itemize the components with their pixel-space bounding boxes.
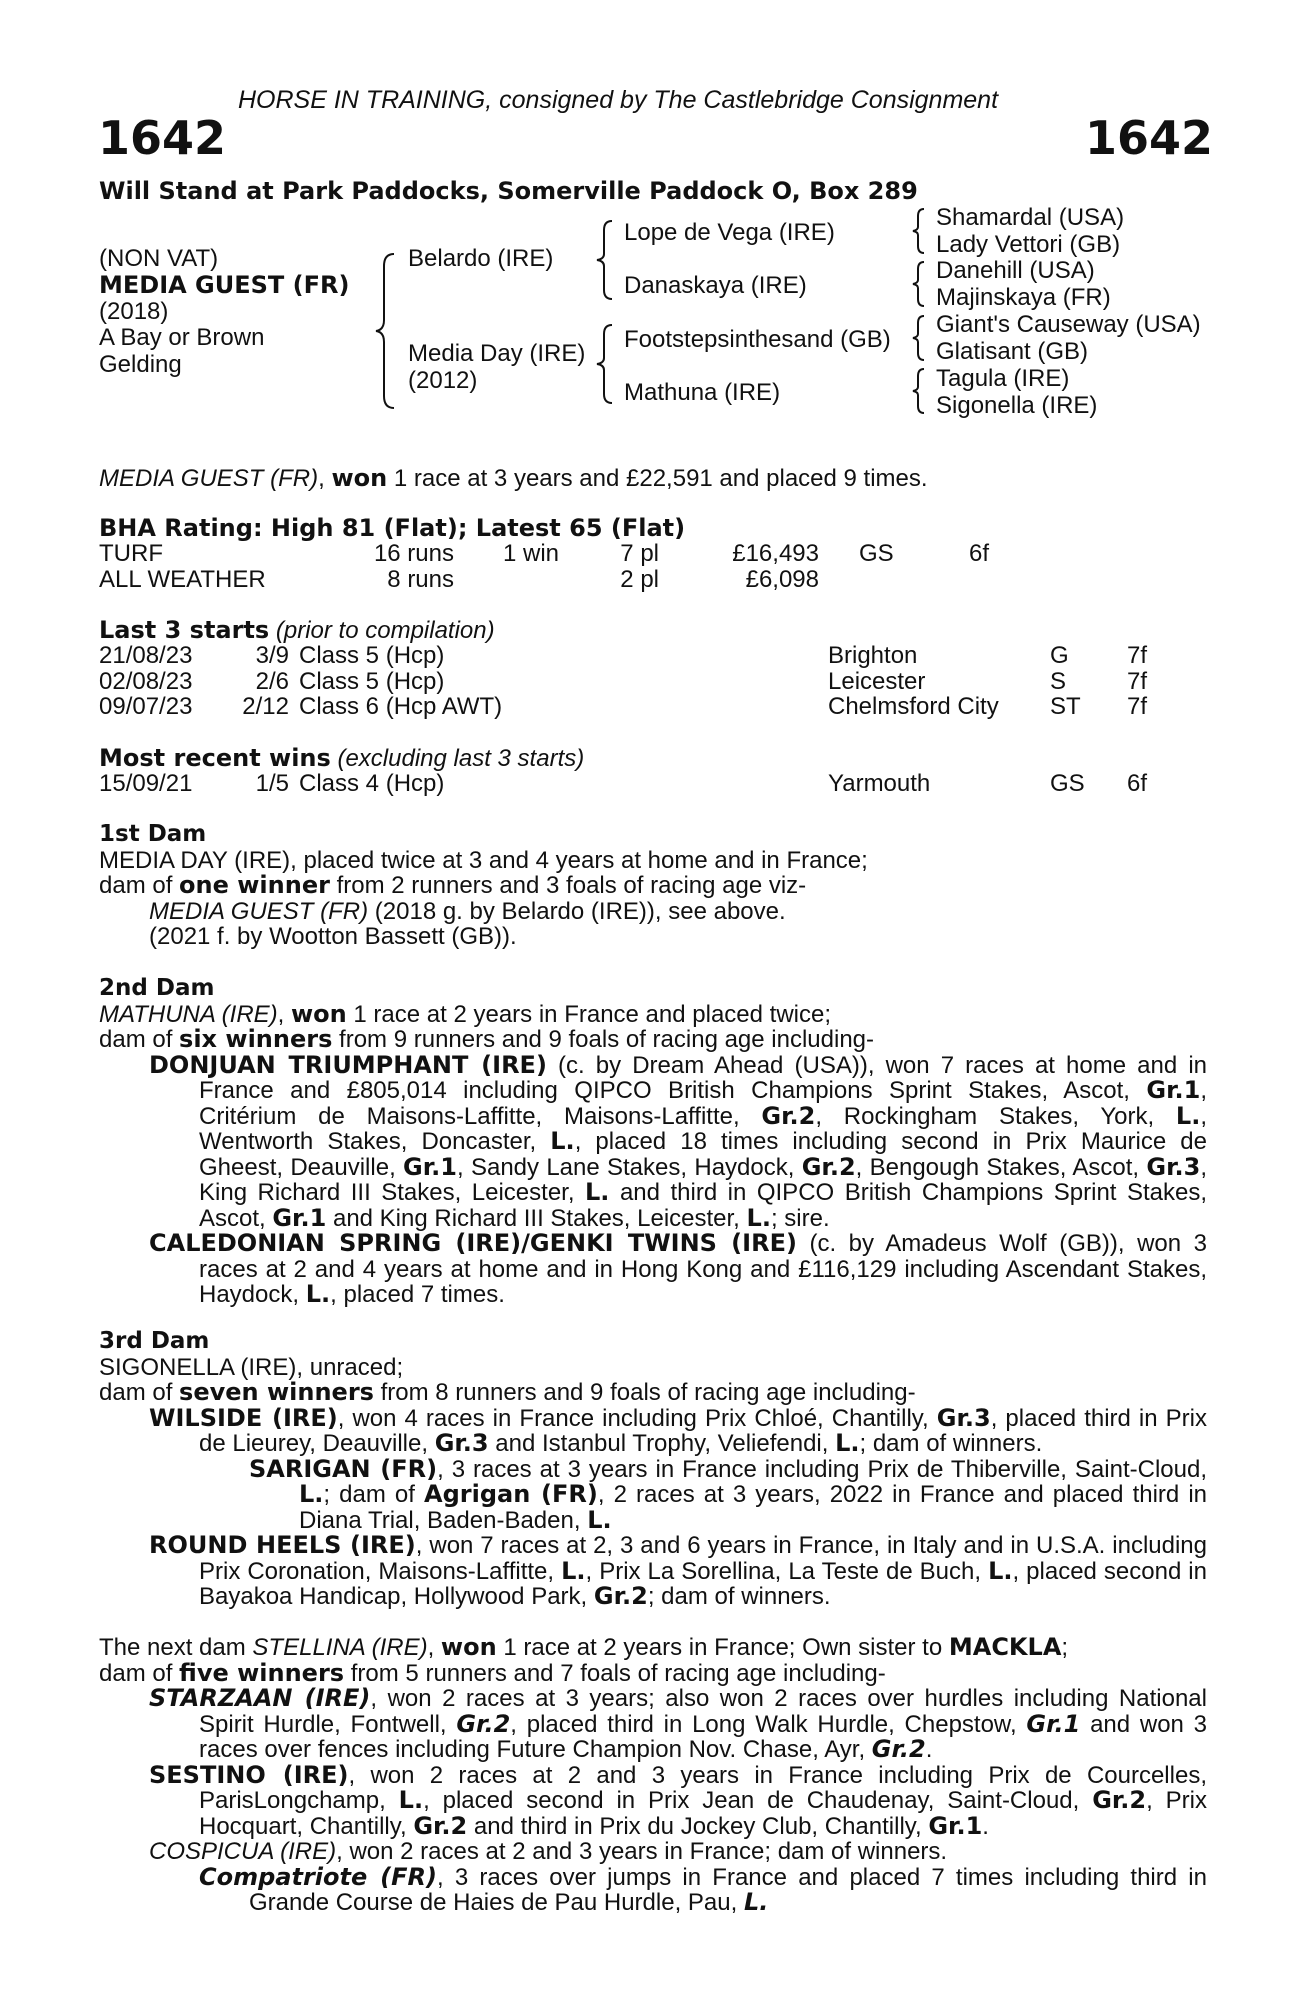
pedigree-dam: Media Day (IRE) — [408, 340, 586, 367]
pedigree-sire: Belardo (IRE) — [408, 245, 554, 272]
pedigree-dsd: Glatisant (GB) — [936, 338, 1089, 365]
win-row: 15/09/21 1/5 Class 4 (Hcp) Yarmouth GS 6f — [99, 770, 1148, 797]
lot-number-left: 1642 — [98, 111, 227, 165]
third-dam-section: 3rd Dam SIGONELLA (IRE), unraced; dam of seven winners from 8 runners and 9 foals of racing age including- WILSIDE (IRE), won 4 races in France including Prix Chloé, Chantilly, Gr.3, placed third in Prix de Lieurey, Deauville, Gr.3 and Istanbul Trophy, Veliefendi, L.; dam of winners. SARIGAN (FR), 3 races at 3 years in France including Prix de Thiberville, Saint-Cloud, L.; dam of Agrigan (FR), 2 races at 3 years, 2022 in France and placed third in Diana Trial, Baden-Baden, L. ROUND HEELS (IRE), won 7 races at 2, 3 and 6 years in France, in Italy and in U.S.A. including Prix Coronation, Maisons-Laffitte, L., Prix La Sorellina, La Teste de Buch, L., placed second in Bayakoa Handicap, Hollywood Park, Gr.2; dam of winners. — [99, 1328, 1207, 1610]
produce-entry: Compatriote (FR), 3 races over jumps in France and placed 7 times including third in Grande Course de Haies de Pau Hurdle, Pau, L. — [199, 1862, 1207, 1916]
pedigree-sss: Shamardal (USA) — [936, 204, 1125, 231]
horse-colour: A Bay or Brown — [99, 324, 265, 351]
pedigree-dam-dam: Mathuna (IRE) — [624, 379, 781, 406]
next-dam-section: The next dam STELLINA (IRE), won 1 race at 2 years in France; Own sister to MACKLA; dam of five winners from 5 runners and 7 foals of racing age including- STARZAAN (IRE), won 2 races at 3 years; also won 2 races over hurdles including National Spirit Hurdle, Fontwell, Gr.2, placed third in Long Walk Hurdle, Chepstow, Gr.1 and won 3 races over fences including Future Champion Nov. Chase, Ayr, Gr.2. SESTINO (IRE), won 2 races at 2 and 3 years in France including Prix de Courcelles, ParisLongchamp, L., placed second in Prix Jean de Chaudenay, Saint-Cloud, Gr.2, Prix Hocquart, Chantilly, Gr.2 and third in Prix du Jockey Club, Chantilly, Gr.1. COSPICUA (IRE), won 2 races at 2 and 3 years in France; dam of winners. Compatriote (FR), 3 races over jumps in France and placed 7 times including third in Grande Course de Haies de Pau Hurdle, Pau, L. — [99, 1633, 1207, 1916]
pedigree-dam-year: (2012) — [408, 367, 478, 394]
pedigree-dss: Giant's Causeway (USA) — [936, 311, 1201, 338]
pedigree-brace-ss — [910, 206, 930, 256]
record-row: ALL WEATHER 8 runs 2 pl £6,098 — [99, 565, 819, 593]
summary-horse-name: MEDIA GUEST (FR) — [99, 465, 319, 492]
summary-won: won — [331, 464, 388, 492]
pedigree-brace-dam — [594, 322, 618, 406]
second-dam-heading: 2nd Dam — [99, 975, 215, 1001]
vat-status: (NON VAT) — [99, 245, 219, 272]
pedigree-brace-sire — [594, 218, 618, 302]
first-dam-heading: 1st Dam — [99, 821, 207, 847]
produce-entry: CALEDONIAN SPRING (IRE)/GENKI TWINS (IRE) (c. by Amadeus Wolf (GB)), won 3 races at 2 and 4 years at home and in Hong Kong and £116,129 including Ascendant Stakes, Haydock, L., placed 7 times. — [149, 1229, 1208, 1308]
pedigree-ddd: Sigonella (IRE) — [936, 392, 1098, 419]
first-dam-section: 1st Dam MEDIA DAY (IRE), placed twice at 3 and 4 years at home and in France; dam of one winner from 2 runners and 3 foals of racing age viz- MEDIA GUEST (FR) (2018 g. by Belardo (IRE)), see above. (2021 f. by Wootton Bassett (GB)). — [99, 822, 1207, 950]
lot-number-right: 1642 — [1085, 111, 1214, 165]
produce-entry: COSPICUA (IRE), won 2 races at 2 and 3 years in France; dam of winners. — [149, 1838, 948, 1865]
pedigree-dds: Tagula (IRE) — [936, 365, 1070, 392]
stand-location: Will Stand at Park Paddocks, Somerville Paddock O, Box 289 — [99, 177, 918, 205]
produce-entry: SARIGAN (FR), 3 races at 3 years in France including Prix de Thiberville, Saint-Cloud, L.; dam of Agrigan (FR), 2 races at 3 years, 2022 in France and placed third in Diana Trial, Baden-Baden, L. — [249, 1454, 1207, 1534]
produce-entry: ROUND HEELS (IRE), won 7 races at 2, 3 and 6 years in France, in Italy and in U.S.A. including Prix Coronation, Maisons-Laffitte, L., Prix La Sorellina, La Teste de Buch, L., placed second in Bayakoa Handicap, Hollywood Park, Gr.2; dam of winners. — [149, 1531, 1207, 1610]
pedigree-sire-dam: Danaskaya (IRE) — [624, 272, 807, 299]
consignment-line: HORSE IN TRAINING, consigned by The Castlebridge Consignment — [238, 86, 999, 114]
second-dam-section: 2nd Dam MATHUNA (IRE), won 1 race at 2 years in France and placed twice; dam of six winners from 9 runners and 9 foals of racing age including- DONJUAN TRIUMPHANT (IRE) (c. by Dream Ahead (USA)), won 7 races at home and in France and £805,014 including QIPCO British Champions Sprint Stakes, Ascot, Gr.1, Critérium de Maisons-Laffitte, Maisons-Laffitte, Gr.2, Rockingham Stakes, York, L., Wentworth Stakes, Doncaster, L., placed 18 times including second in Prix Maurice de Gheest, Deauville, Gr.1, Sandy Lane Stakes, Haydock, Gr.2, Bengough Stakes, Ascot, Gr.3, King Richard III Stakes, Leicester, L. and third in QIPCO British Champions Sprint Stakes, Ascot, Gr.1 and King Richard III Stakes, Leicester, L.; sire. CALEDONIAN SPRING (IRE)/GENKI TWINS (IRE) (c. by Amadeus Wolf (GB)), won 3 races at 2 and 4 years at home and in Hong Kong and £116,129 including Ascendant Stakes, Haydock, L., placed 7 times. — [99, 975, 1208, 1308]
pedigree-dam-sire: Footstepsinthesand (GB) — [624, 326, 891, 353]
record-row: TURF 16 runs 1 win 7 pl £16,493 GS 6f — [99, 540, 990, 567]
pedigree-sdd: Majinskaya (FR) — [936, 284, 1111, 311]
start-row: 09/07/23 2/12 Class 6 (Hcp AWT) Chelmsford City ST 7f — [99, 693, 1148, 720]
recent-wins-table — [99, 771, 1147, 797]
third-dam-heading: 3rd Dam — [99, 1328, 210, 1354]
produce-entry: WILSIDE (IRE), won 4 races in France including Prix Chloé, Chantilly, Gr.3, placed third in Prix de Lieurey, Deauville, Gr.3 and Istanbul Trophy, Veliefendi, L.; dam of winners. — [149, 1403, 1207, 1457]
pedigree-brace-dd — [910, 366, 930, 416]
produce-entry: SESTINO (IRE), won 2 races at 2 and 3 years in France including Prix de Courcelles, ParisLongchamp, L., placed second in Prix Jean de Chaudenay, Saint-Cloud, Gr.2, Prix Hocquart, Chantilly, Gr.2 and third in Prix du Jockey Club, Chantilly, Gr.1. — [149, 1760, 1207, 1840]
bha-rating: BHA Rating: High 81 (Flat); Latest 65 (Flat) — [99, 514, 686, 542]
start-row: 21/08/23 3/9 Class 5 (Hcp) Brighton G 7f — [99, 642, 1148, 669]
pedigree-ssd: Lady Vettori (GB) — [936, 231, 1121, 258]
record-table — [99, 541, 989, 592]
horse-sex: Gelding — [99, 351, 182, 378]
horse-name: MEDIA GUEST (FR) — [99, 271, 350, 299]
pedigree-brace-main — [372, 250, 402, 412]
race-summary: MEDIA GUEST (FR), won 1 race at 3 years and £22,591 and placed 9 times. — [99, 464, 928, 492]
recent-wins-heading: Most recent wins (excluding last 3 starts) — [99, 744, 585, 772]
pedigree-sire-sire: Lope de Vega (IRE) — [624, 219, 835, 246]
pedigree-brace-ds — [910, 313, 930, 363]
pedigree-sds: Danehill (USA) — [936, 257, 1095, 284]
start-row: 02/08/23 2/6 Class 5 (Hcp) Leicester S 7f — [99, 667, 1148, 695]
produce-entry: DONJUAN TRIUMPHANT (IRE) (c. by Dream Ahead (USA)), won 7 races at home and in France and £805,014 including QIPCO British Champions Sprint Stakes, Ascot, Gr.1, Critérium de Maisons-Laffitte, Maisons-Laffitte, Gr.2, Rockingham Stakes, York, L., Wentworth Stakes, Doncaster, L., placed 18 times including second in Prix Maurice de Gheest, Deauville, Gr.1, Sandy Lane Stakes, Haydock, Gr.2, Bengough Stakes, Ascot, Gr.3, King Richard III Stakes, Leicester, L. and third in QIPCO British Champions Sprint Stakes, Ascot, Gr.1 and King Richard III Stakes, Leicester, L.; sire. — [149, 1050, 1208, 1232]
pedigree-brace-sd — [910, 259, 930, 309]
last-starts-heading: Last 3 starts (prior to compilation) — [99, 616, 495, 644]
horse-year: (2018) — [99, 298, 169, 325]
produce-entry: STARZAAN (IRE), won 2 races at 3 years; also won 2 races over hurdles including National Spirit Hurdle, Fontwell, Gr.2, placed third in Long Walk Hurdle, Chepstow, Gr.1 and won 3 races over fences including Future Champion Nov. Chase, Ayr, Gr.2. — [149, 1684, 1207, 1763]
last-starts-table — [99, 643, 1147, 720]
